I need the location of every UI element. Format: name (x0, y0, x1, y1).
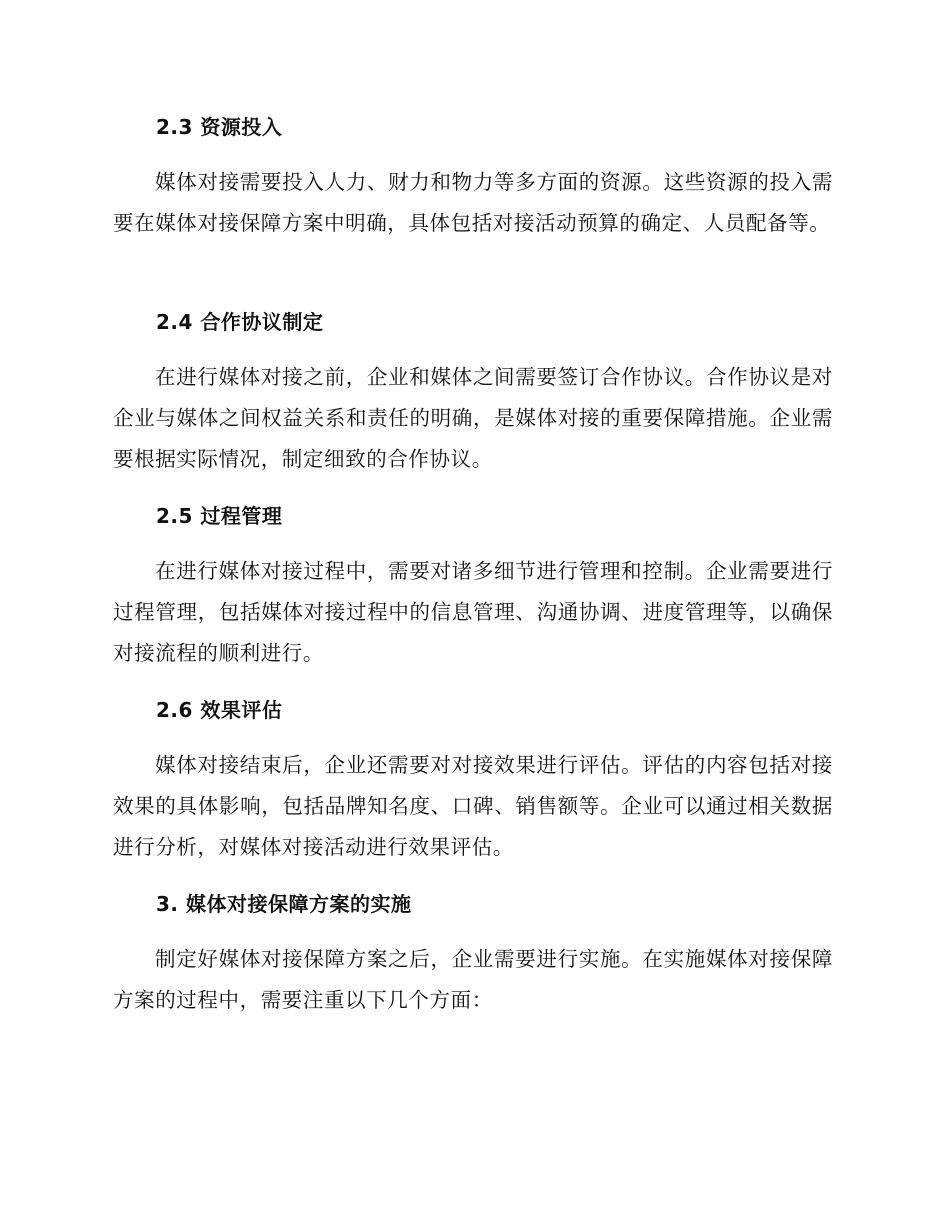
section-body-process-management: 在进行媒体对接过程中，需要对诸多细节进行管理和控制。企业需要进行过程管理，包括媒体对接过程中的信息管理、沟通协调、进度管理等，以确保对接流程的顺利进行。 (113, 559, 833, 665)
section-body-cooperation-agreement: 在进行媒体对接之前，企业和媒体之间需要签订合作协议。合作协议是对企业与媒体之间权益关系和责任的明确，是媒体对接的重要保障措施。企业需要根据实际情况，制定细致的合作协议。 (113, 365, 833, 471)
section-body-implementation: 制定好媒体对接保障方案之后，企业需要进行实施。在实施媒体对接保障方案的过程中，需要注重以下几个方面： (113, 947, 833, 1012)
section-heading-cooperation-agreement: 2.4 合作协议制定 (156, 310, 324, 334)
section-heading-resource-input: 2.3 资源投入 (156, 115, 283, 139)
section-heading-effect-evaluation: 2.6 效果评估 (156, 698, 283, 722)
section-heading-process-management: 2.5 过程管理 (156, 504, 283, 528)
section-body-effect-evaluation: 媒体对接结束后，企业还需要对对接效果进行评估。评估的内容包括对接效果的具体影响，包括品牌知名度、口碑、销售额等。企业可以通过相关数据进行分析，对媒体对接活动进行效果评估。 (113, 753, 833, 859)
section-heading-implementation: 3. 媒体对接保障方案的实施 (156, 892, 412, 916)
section-body-resource-input: 媒体对接需要投入人力、财力和物力等多方面的资源。这些资源的投入需要在媒体对接保障方案中明确，具体包括对接活动预算的确定、人员配备等。 (113, 170, 833, 235)
